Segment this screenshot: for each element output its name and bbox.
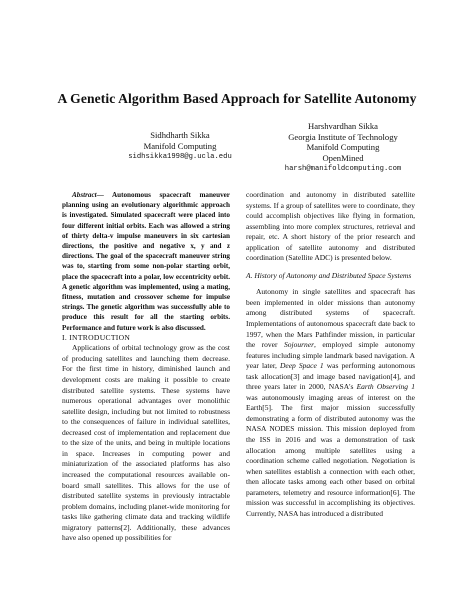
author-affiliation: Manifold Computing bbox=[143, 140, 217, 151]
author-affiliation: OpenMined bbox=[322, 152, 364, 163]
section-heading-introduction: I. INTRODUCTION bbox=[62, 332, 131, 342]
abstract-separator: — bbox=[96, 191, 112, 199]
history-paragraph bbox=[246, 287, 415, 519]
introduction-paragraph: Applications of orbital technology grow as the cost of producing satellites and launching them decrease. For the first time in history, diminished launch and development costs are making it possible to create distributed satellite systems. These systems have numerous operational advantages over monolithic satellite design, including but not limited to robustness to the consequences of failure in individual satellites, decreased cost of implementation and replacement due to the size of the units, and being in multiple locations in space. Increases in computing power and miniaturization of the associated platforms has also increased the computational resources available on-board small satellites. This allows for the use of distributed satellite systems in previously intractable problem domains, including planet-wide monitoring for tasks like gathering climate data and tracking wildlife migratory patterns[2]. Additionally, these advances have also opened up possibilities for bbox=[62, 343, 230, 543]
abstract-label: Abstract bbox=[72, 191, 97, 199]
author-affiliation: Georgia Institute of Technology bbox=[288, 131, 398, 142]
paper-title: A Genetic Algorithm Based Approach for Satellite Autonomy bbox=[57, 91, 417, 106]
right-column bbox=[246, 190, 415, 519]
left-column bbox=[62, 190, 230, 544]
author-email: harsh@manifoldcomputing.com bbox=[284, 165, 402, 174]
continued-paragraph: coordination and autonomy in distributed satellite systems. If a group of satellites were to coordinate, they could accomplish objectives like flying in formation, assembling into more complex structures, retrieval and repair, etc. A short history of the prior research and application of satellite autonomy and distributed coordination (Satellite ADC) is presented below. bbox=[246, 190, 415, 263]
author-name: Sidhdharth Sikka bbox=[150, 130, 210, 140]
author-email: sidhsikka1998@g.ucla.edu bbox=[128, 153, 232, 162]
history-text-part: was autonomously imaging areas of interest on the Earth[5]. The first major mission successfully demonstrating a form of distributed autonomy was the NASA NODES mission. This mission deployed from the ISS in 2016 and was a demonstration of task allocation among multiple satellites using a coordination scheme called negotiation. Negotiation is when satellites establish a connection with each other, then allocate tasks among each other based on orbital parameters, telemetry and resource information[6]. The mission was successful in accomplishing its objectives. Currently, NASA has introduced a distributed bbox=[246, 392, 415, 518]
mission-name: Earth Observing 1 bbox=[356, 382, 415, 392]
author-name: Harshvardhan Sikka bbox=[308, 121, 378, 131]
rover-name: Sojourner bbox=[284, 340, 315, 350]
subsection-heading-history: A. History of Autonomy and Distributed Space Systems bbox=[246, 270, 412, 280]
history-text-part: was performing autonomous task allocation[3] and image based navigation[4], and three years later in 2000, NASA's bbox=[246, 361, 415, 392]
author-block-2 bbox=[243, 121, 443, 175]
history-text-part: , employed simple autonomy features including simple landmark based navigation. A year later, bbox=[246, 340, 415, 371]
author-block-1 bbox=[115, 130, 245, 163]
history-text-part: Autonomy in single satellites and spacecraft has been implemented in older missions than autonomy among distributed systems of spacecraft. Implementations of autonomous spacecraft date back to 1997, when the Mars Pathfinder mission, in particular the rover bbox=[246, 287, 415, 350]
author-affiliation: Manifold Computing bbox=[306, 142, 380, 153]
mission-name: Deep Space 1 bbox=[279, 361, 324, 371]
abstract bbox=[62, 190, 230, 333]
abstract-text: Autonomous spacecraft maneuver planning using an evolutionary algorithmic approach is investigated. Simulated spacecraft were placed into four different initial orbits. Each was allowed a string of thirty delta-v impulse maneuvers in six cartesian directions, the positive and negative x, y and z directions. The goal of the spacecraft maneuver string was to, starting from some non-polar starting orbit, place the spacecraft into a polar, low eccentricity orbit. A genetic algorithm was implemented, using a mating, fitness, mutation and crossover scheme for impulse strings. The genetic algorithm was successfully able to produce this result for all the starting orbits. Performance and future work is also discussed. bbox=[62, 191, 230, 332]
